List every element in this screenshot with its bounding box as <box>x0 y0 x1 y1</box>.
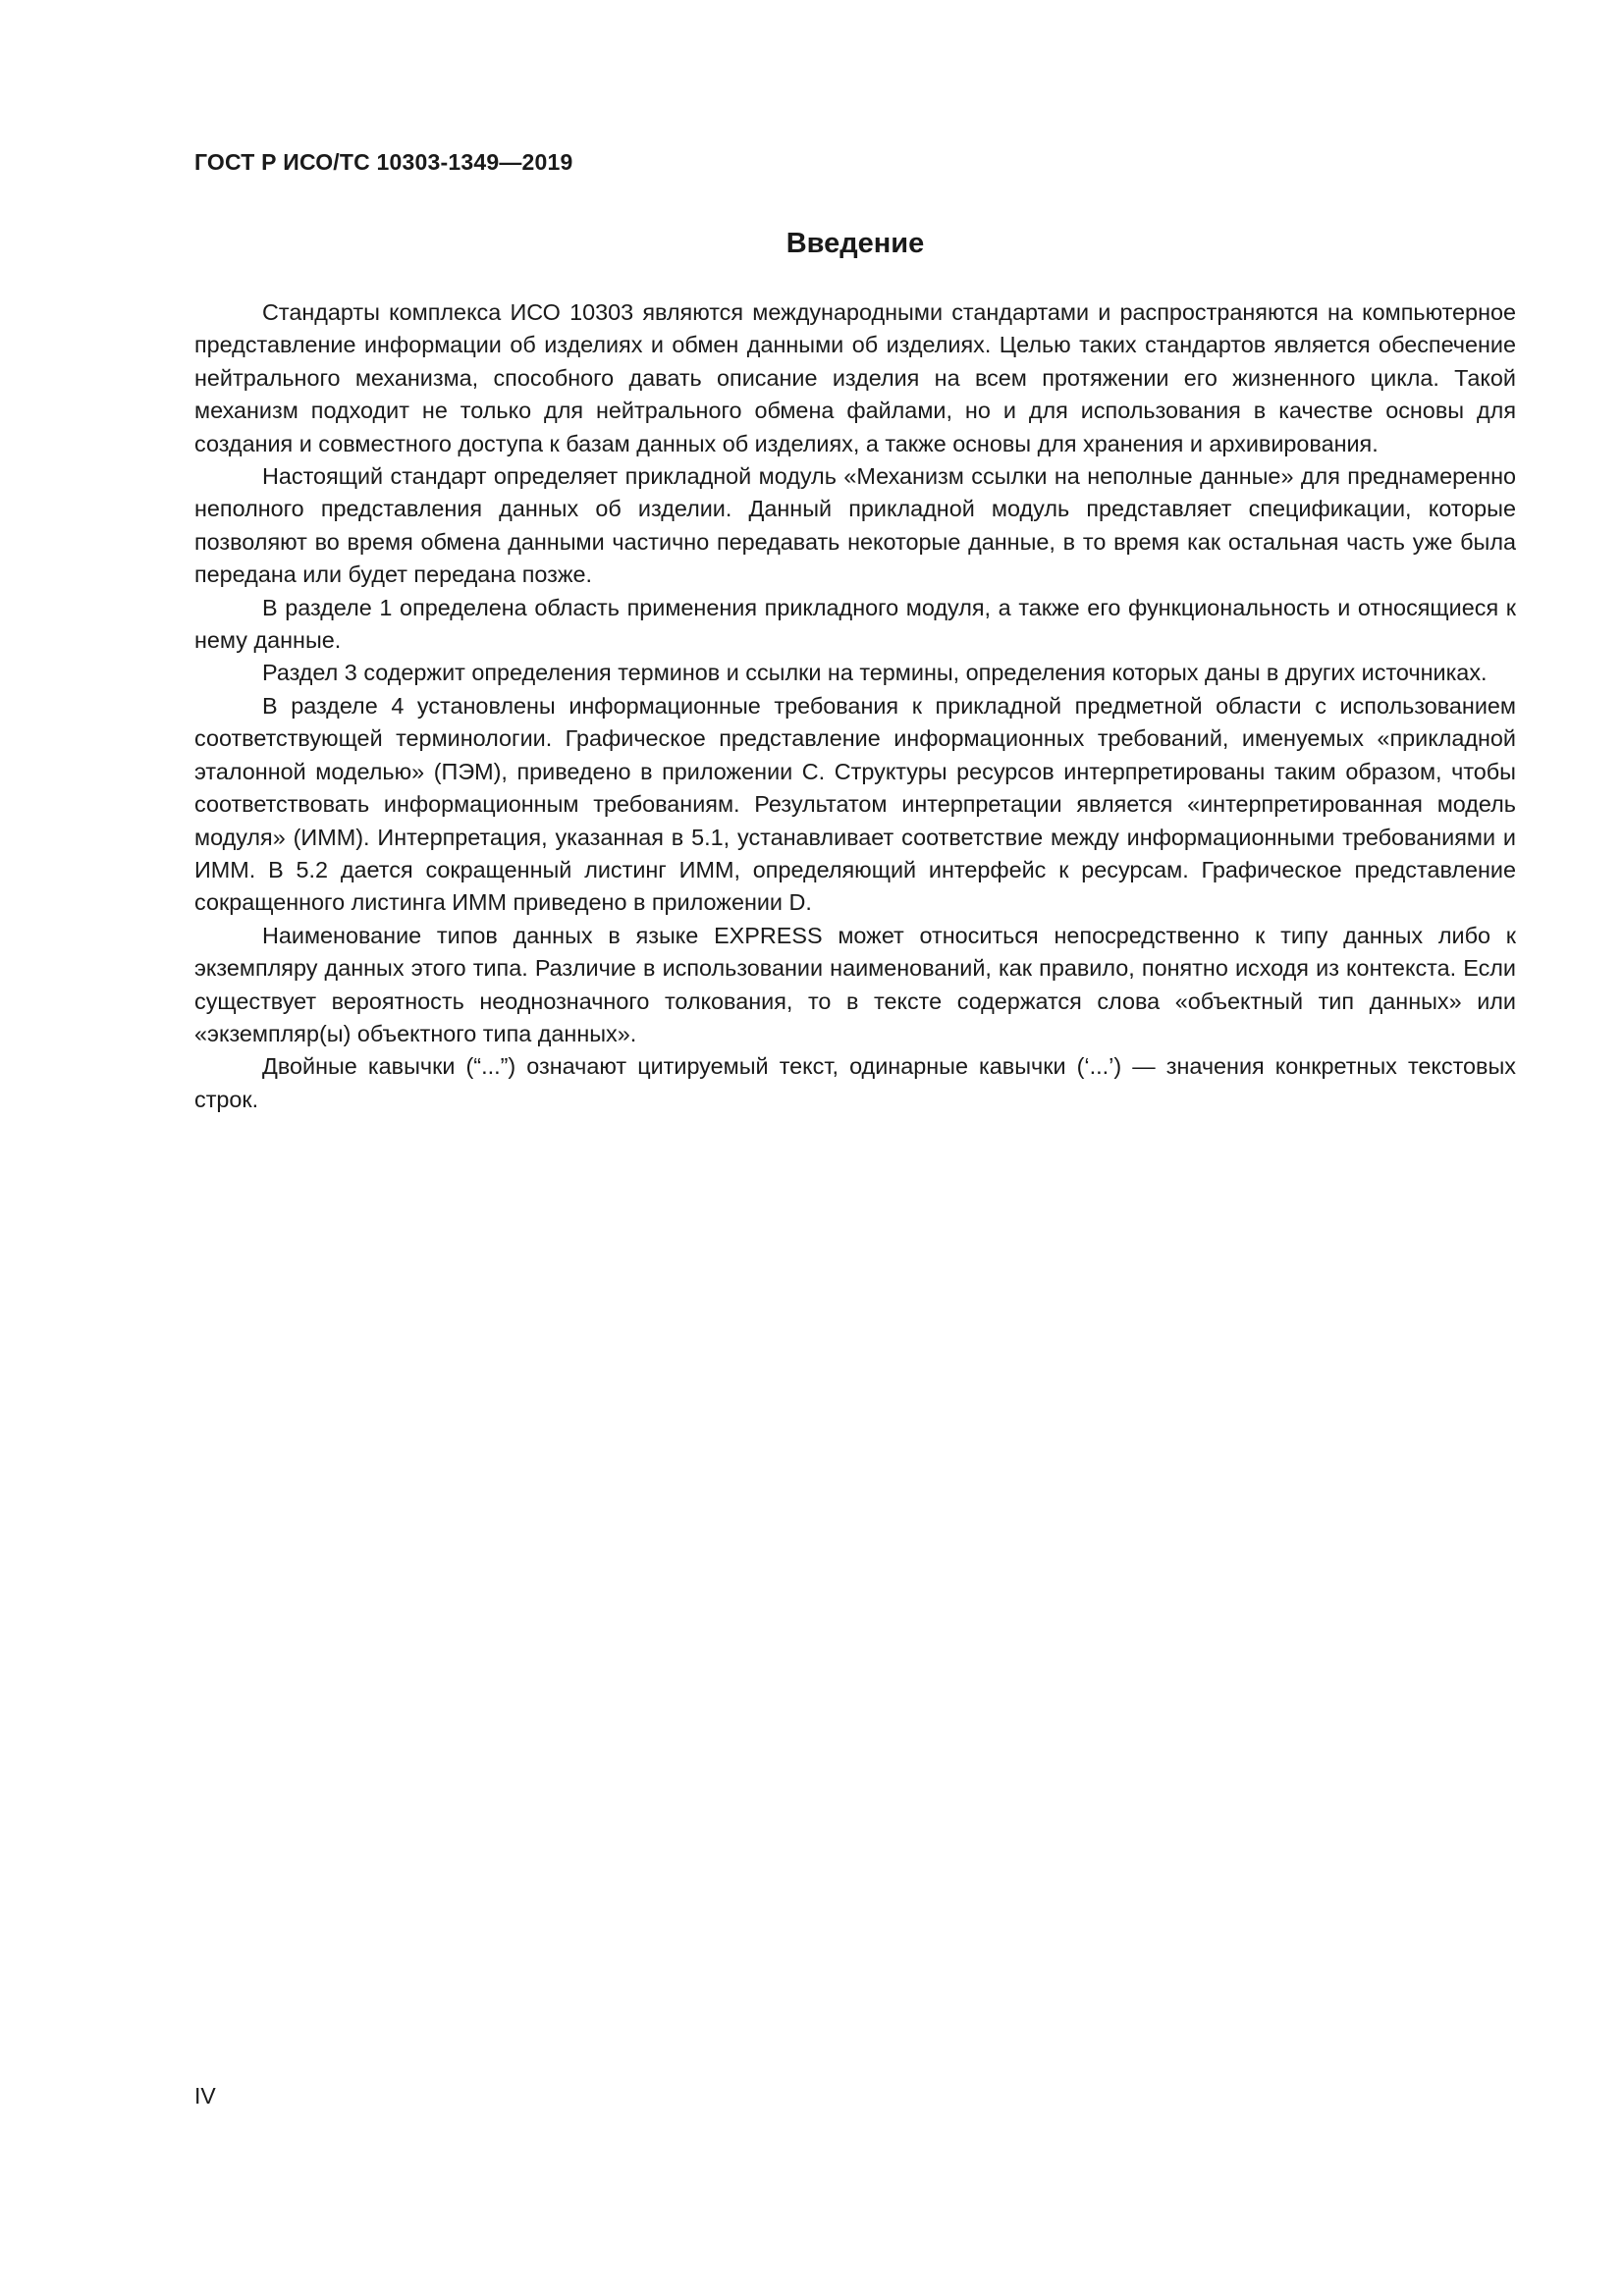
paragraph-2: Настоящий стандарт определяет прикладной модуль «Механизм ссылки на неполные данные» для преднамеренно неполного представления данных об изделии. Данный прикладной модуль представляет спецификации, которые позволяют во время обмена данными частично передавать некоторые данные, в то время как остальная часть уже была передана или будет передана позже. <box>194 463 1516 588</box>
paragraph-6: Наименование типов данных в языке EXPRESS может относиться непосредственно к типу данных либо к экземпляру данных этого типа. Различие в использовании наименований, как правило, понятно исходя из контекста. Если существует вероятность неоднозначного толкования, то в тексте содержатся слова «объектный тип данных» или «экземпляр(ы) объектного типа данных». <box>194 922 1516 1046</box>
document-code-header: ГОСТ Р ИСО/ТС 10303-1349—2019 <box>194 149 573 175</box>
paragraph-1: Стандарты комплекса ИСО 10303 являются международными стандартами и распространяются на компьютерное представление информации об изделиях и обмен данными об изделиях. Целью таких стандартов является обеспечение нейтрального механизма, способного давать описание изделия на всем протяжении его жизненного цикла. Такой механизм подходит не только для нейтрального обмена файлами, но и для использования в качестве основы для создания и совместного доступа к базам данных об изделиях, а также основы для хранения и архивирования. <box>194 299 1516 456</box>
page-number: IV <box>194 2083 216 2109</box>
paragraph-5: В разделе 4 установлены информационные требования к прикладной предметной области с использованием соответствующей терминологии. Графическое представление информационных требований, именуемых «прикладной эталонной моделью» (ПЭМ), приведено в приложении С. Структуры ресурсов интерпретированы таким образом, чтобы соответствовать информационным требованиям. Результатом интерпретации является «интерпретированная модель модуля» (ИММ). Интерпретация, указанная в 5.1, устанавливает соответствие между информационными требованиями и ИММ. В 5.2 дается сокращенный листинг ИММ, определяющий интерфейс к ресурсам. Графическое представление сокращенного листинга ИММ приведено в приложении D. <box>194 692 1516 916</box>
paragraph-4: Раздел 3 содержит определения терминов и ссылки на термины, определения которых даны в других источниках. <box>262 660 1488 686</box>
paragraph-3: В разделе 1 определена область применения прикладного модуля, а также его функциональность и относящиеся к нему данные. <box>194 594 1516 654</box>
introduction-body <box>194 296 1516 1116</box>
section-title: Введение <box>785 228 925 259</box>
paragraph-7: Двойные кавычки (“...”) означают цитируемый текст, одинарные кавычки (‘...’) — значения конкретных текстовых строк. <box>194 1053 1516 1112</box>
